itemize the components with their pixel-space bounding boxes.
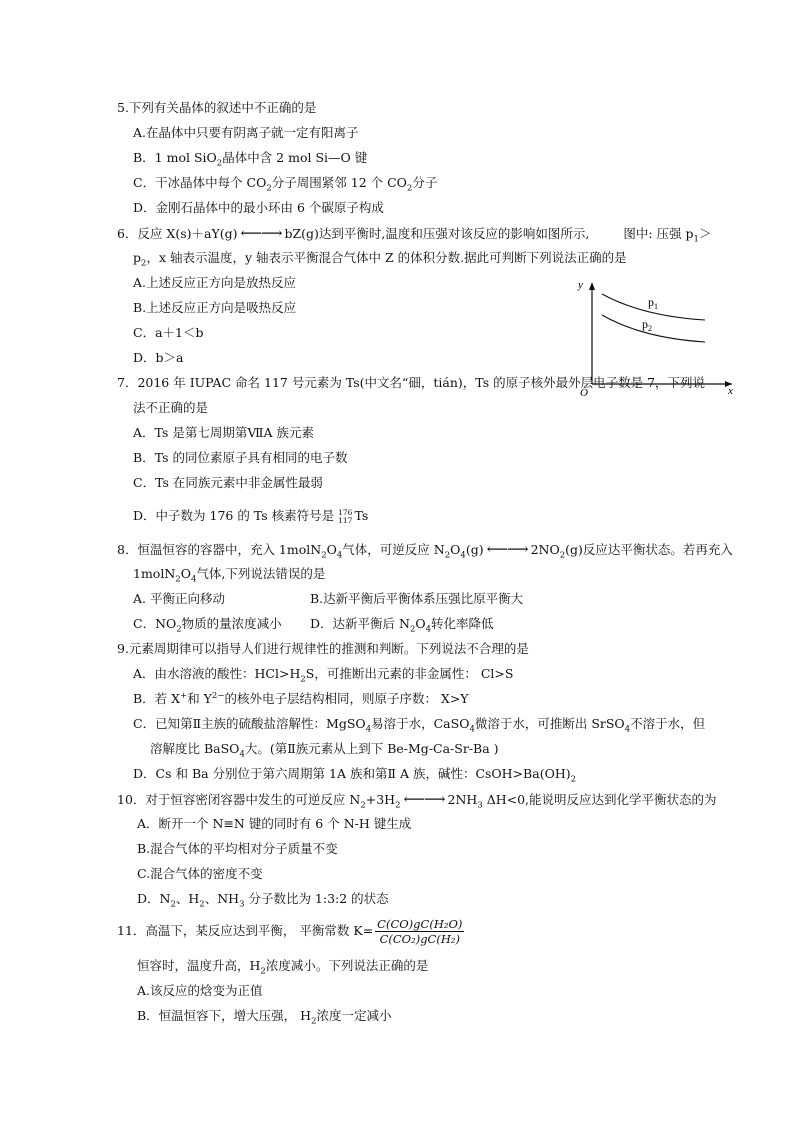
y-axis-arrow-icon <box>589 282 595 290</box>
q6-option-d: D．b＞a <box>133 350 184 365</box>
q8-option-c: C．$NO_2$物质的量浓度减小 <box>133 616 282 635</box>
q10-option-d: D．$N_2$、$H_2$、$NH_3$ 分子数比为 1:3:2 的状态 <box>137 891 389 910</box>
y-axis-label: y <box>578 279 583 291</box>
q8-option-b: B.达新平衡后平衡体系压强比原平衡大 <box>310 591 524 606</box>
q8-option-d: D．达新平衡后 $N_2O_4$转化率降低 <box>310 616 494 635</box>
q11-option-a: A.该反应的焓变为正值 <box>137 983 263 998</box>
q10-option-b: B.混合气体的平均相对分子质量不变 <box>137 841 338 856</box>
q9-option-c-line2: 溶解度比 BaSO$_4$大。(第Ⅱ族元素从上到下 Be-Mg-Ca-Sr-Ba ) <box>150 741 499 760</box>
q8-stem: 8．恒温恒容的容器中，充入 $1molN_2O_4$气体，可逆反应 $N_2O_4(g)$ ⟵⟶ $2NO_2(g)$反应达平衡状态。若再充入 <box>117 540 733 561</box>
q10-stem: 10．对于恒容密闭容器中发生的可逆反应 $N_2+3H_2$ ⟵⟶ $2NH_3$ ΔH<0,能说明反应达到化学平衡状态的为 <box>117 790 717 811</box>
q9-stem: 9.元素周期律可以指导人们进行规律性的推测和判断。下列说法不合理的是 <box>117 641 529 656</box>
curve-p1-label: $p_1$ <box>648 295 658 311</box>
q11-stem-line2: 恒容时，温度升高，$H_2$浓度减小。下列说法正确的是 <box>137 958 429 977</box>
q11-stem: 11．高温下，某反应达到平衡， 平衡常数 K= $\frac{\text{C(CO)gC(H₂O)}}{\text{C(CO₂)gC(H₂)}}$ <box>117 917 463 946</box>
q5-option-b: B．1 mol SiO$_2$晶体中含 2 mol Si—O 键 <box>133 150 368 169</box>
q7-option-b: B．Ts 的同位素原子具有相同的电子数 <box>133 450 348 465</box>
reversible-arrow-icon: ⟵⟶ <box>240 224 282 242</box>
q8-option-a: A. 平衡正向移动 <box>133 591 225 606</box>
q7-stem-line2: 法不正确的是 <box>133 400 209 415</box>
q9-option-b: B．若 X+和 $Y^{2-}$的核外电子层结构相同，则原子序数： X>Y <box>133 690 469 706</box>
curve-p2-label: $p_2$ <box>642 317 652 333</box>
origin-label: O <box>580 387 588 397</box>
q11-option-b: B．恒温恒容下，增大压强， $H_2$浓度一定减小 <box>137 1008 392 1027</box>
q5-option-d: D．金刚石晶体中的最小环由 6 个碳原子构成 <box>133 200 384 215</box>
q9-option-a: A．由水溶液的酸性：$HCl>H_2S$，可推断出元素的非金属性： Cl>S <box>133 666 514 685</box>
q9-option-d: D．Cs 和 Ba 分别位于第六周期第 1A 族和第Ⅱ A 族，碱性：$CsOH>Ba(OH)_2$ <box>133 766 577 785</box>
q5-stem: 5.下列有关晶体的叙述中不正确的是 <box>117 100 317 115</box>
q7-stem: 7．2016 年 IUPAC 命名 117 号元素为 Ts(中文名“鿬，tián)，Ts 的原子核外最外层电子数是 7，下列说 <box>117 375 706 390</box>
q10-option-c: C.混合气体的密度不变 <box>137 866 263 881</box>
nuclide-notation: 176 117 <box>338 507 353 525</box>
q6-option-c: C．a＋1＜b <box>133 325 204 340</box>
q5-option-a: A.在晶体中只要有阴离子就一定有阳离子 <box>133 125 359 140</box>
q8-stem-line2: $1molN_2O_4$气体,下列说法错误的是 <box>133 566 326 585</box>
reversible-arrow-icon: ⟵⟶ <box>403 790 445 808</box>
q7-option-a: A．Ts 是第七周期第ⅦA 族元素 <box>133 425 314 440</box>
q7-option-c: C．Ts 在同族元素中非金属性最弱 <box>133 475 323 490</box>
q6-stem-line2: $p_2$，x 轴表示温度，y 轴表示平衡混合气体中 Z 的体积分数.据此可判断下列说法正确的是 <box>133 250 627 269</box>
q5-option-c: C．干冰晶体中每个 $CO_2$分子周围紧邻 12 个 $CO_2$分子 <box>133 175 438 194</box>
q6-option-b: B.上述反应正方向是吸热反应 <box>133 300 297 315</box>
q9-option-c: C．已知第Ⅱ主族的硫酸盐溶解性：MgSO$_4$易溶于水，CaSO$_4$微溶于水，可推断出 SrSO$_4$不溶于水，但 <box>133 716 706 735</box>
q6-stem: 6．反应 X(s)＋aY(g) ⟵⟶ bZ(g)达到平衡时,温度和压强对该反应的影响如图所示, 图中: 压强 $p_1>$ <box>117 224 712 245</box>
q6-option-a: A.上述反应正方向是放热反应 <box>133 275 297 290</box>
q7-option-d: D．中子数为 176 的 Ts 核素符号是 176 117 Ts <box>133 507 369 525</box>
x-axis-label: x <box>728 385 733 397</box>
reversible-arrow-icon: ⟵⟶ <box>486 540 528 558</box>
q10-option-a: A．断开一个 N≡N 键的同时有 6 个 N-H 键生成 <box>137 816 412 831</box>
equilibrium-constant-fraction: $\frac{\text{C(CO)gC(H₂O)}}{\text{C(CO₂)gC(H₂)}}$ <box>377 917 463 946</box>
